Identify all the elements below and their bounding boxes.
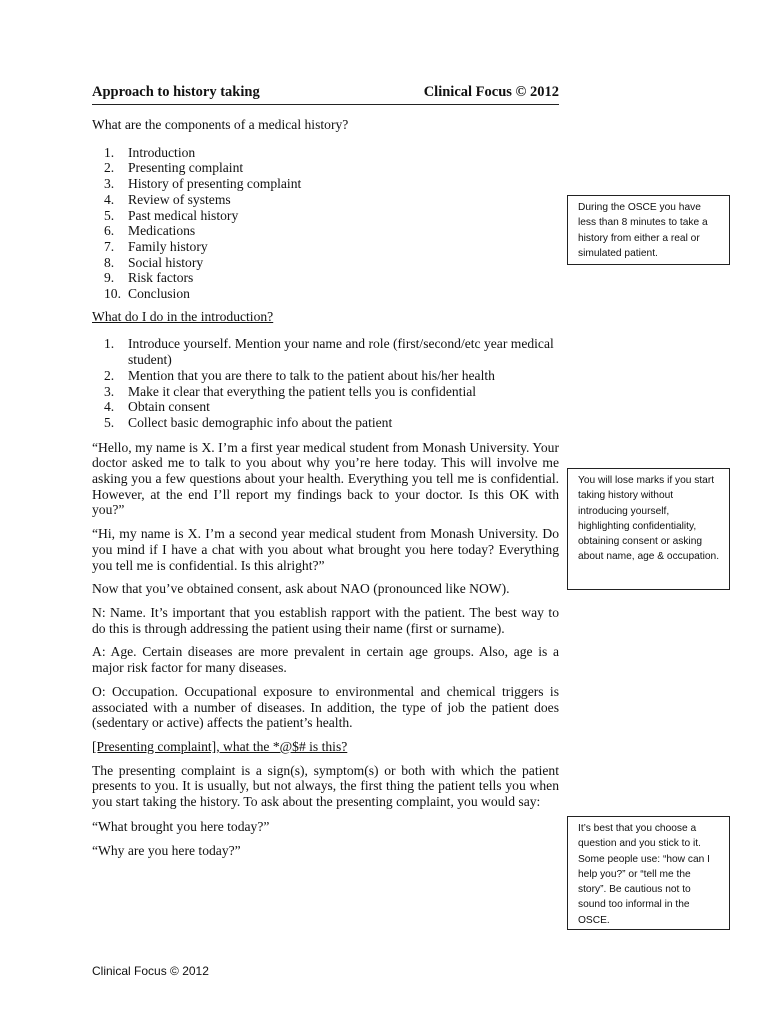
- components-question: What are the components of a medical history?: [92, 117, 349, 132]
- presenting-complaint-body: The presenting complaint is a sign(s), symptom(s) or both with which the patient presents to you. It is usually, but not always, the first thing the patient tells you when you start taking the history. To ask about the presenting complaint, you would say:: [92, 762, 559, 810]
- page-header: [92, 84, 559, 105]
- second-year-greeting-example: “Hi, my name is X. I’m a second year medical student from Monash University. Do you mind if I have a chat with you about what brought you here today? Everything you tell me is confidential. Is this alright?”: [92, 526, 559, 573]
- osce-time-note-text: During the OSCE you have less than 8 minutes to take a history from either a real or simulated patient.: [578, 202, 708, 259]
- lose-marks-note-text: You will lose marks if you start taking history without introducing yourself, highlighting confidentiality, obtaining consent or asking about name, age & occupation.: [578, 475, 720, 563]
- list-item-number: 8.: [104, 254, 115, 270]
- list-item-text: History of presenting complaint: [128, 176, 302, 192]
- best-question-note-text: It’s best that you choose a question and you stick to it. Some people use: “how can I help you?” or “tell me the story”. Be cautious not to sound too informal in the OSCE.: [578, 823, 710, 926]
- list-item-number: 5.: [104, 207, 115, 223]
- list-item: [92, 208, 559, 224]
- list-item-text: Conclusion: [128, 286, 190, 302]
- list-item: [92, 399, 559, 415]
- nao-intro: Now that you’ve obtained consent, ask about NAO (pronounced like NOW).: [92, 581, 510, 597]
- list-item-number: 1.: [104, 144, 115, 160]
- introduction-heading: What do I do in the introduction?: [92, 308, 274, 324]
- list-item: [92, 255, 559, 271]
- list-item-number: 7.: [104, 238, 115, 254]
- lose-marks-note: [567, 468, 730, 590]
- list-item: [92, 336, 559, 367]
- list-item: [92, 223, 559, 239]
- list-item-text: Social history: [128, 254, 204, 270]
- list-item: [92, 160, 559, 176]
- header-brand: Clinical Focus © 2012: [423, 84, 559, 100]
- list-item-text: Make it clear that everything the patient tells you is confidential: [128, 383, 477, 399]
- list-item-text: Presenting complaint: [128, 160, 244, 176]
- list-item-text: Obtain consent: [128, 399, 210, 415]
- list-item: [92, 415, 559, 431]
- list-item: [92, 239, 559, 255]
- list-item: [92, 270, 559, 286]
- list-item-number: 3.: [104, 383, 115, 399]
- nao-occupation: O: Occupation. Occupational exposure to environmental and chemical triggers is associated with a number of diseases. In addition, the type of job the patient does (sedentary or active) affects the patient’s health.: [92, 683, 559, 731]
- list-item: [92, 145, 559, 161]
- list-item-number: 2.: [104, 367, 115, 383]
- nao-age: A: Age. Certain diseases are more prevalent in certain age groups. Also, age is a major risk factor for many diseases.: [92, 644, 559, 676]
- list-item-number: 4.: [104, 399, 115, 415]
- osce-time-note: [567, 195, 730, 265]
- list-item-text: Mention that you are there to talk to the patient about his/her health: [128, 367, 495, 383]
- list-item: [92, 176, 559, 192]
- list-item-text: Family history: [128, 238, 208, 254]
- list-item-number: 3.: [104, 176, 115, 192]
- list-item-number: 1.: [104, 336, 115, 352]
- presenting-complaint-quote-1: “What brought you here today?”: [92, 818, 270, 834]
- list-item-text: Past medical history: [128, 207, 239, 223]
- list-item-number: 2.: [104, 160, 115, 176]
- list-item-text: Review of systems: [128, 191, 231, 207]
- presenting-complaint-heading: [Presenting complaint], what the *@$# is this?: [92, 738, 348, 754]
- list-item: [92, 368, 559, 384]
- list-item-number: 9.: [104, 270, 115, 286]
- best-question-note: [567, 816, 730, 930]
- list-item-number: 5.: [104, 414, 115, 430]
- components-list: [92, 145, 559, 302]
- list-item-text: Introduction: [128, 144, 196, 160]
- document-title: Approach to history taking: [92, 84, 260, 100]
- nao-name: N: Name. It’s important that you establish rapport with the patient. The best way to do this is through addressing the patient using their name (first or surname).: [92, 604, 559, 636]
- introduction-steps-list: [92, 336, 559, 430]
- page-footer: Clinical Focus © 2012: [92, 964, 209, 978]
- list-item-number: 6.: [104, 223, 115, 239]
- list-item: [92, 192, 559, 208]
- list-item-number: 4.: [104, 191, 115, 207]
- list-item-text: Medications: [128, 223, 196, 239]
- presenting-complaint-quote-2: “Why are you here today?”: [92, 843, 241, 859]
- main-content: [92, 117, 559, 859]
- list-item-text: Introduce yourself. Mention your name and role (first/second/etc year medical student): [128, 336, 554, 368]
- list-item-text: Collect basic demographic info about the patient: [128, 414, 393, 430]
- list-item-text: Risk factors: [128, 270, 194, 286]
- first-year-greeting-example: “Hello, my name is X. I’m a first year medical student from Monash University. Your doctor asked me to talk to you about why you’re here today. This will involve me asking you a few questions about your health. Everything you tell me is confidential. However, at the end I’ll report my findings back to your doctor. Is this OK with you?”: [92, 439, 559, 518]
- list-item: [92, 286, 559, 302]
- list-item-number: 10.: [104, 286, 121, 302]
- list-item: [92, 384, 559, 400]
